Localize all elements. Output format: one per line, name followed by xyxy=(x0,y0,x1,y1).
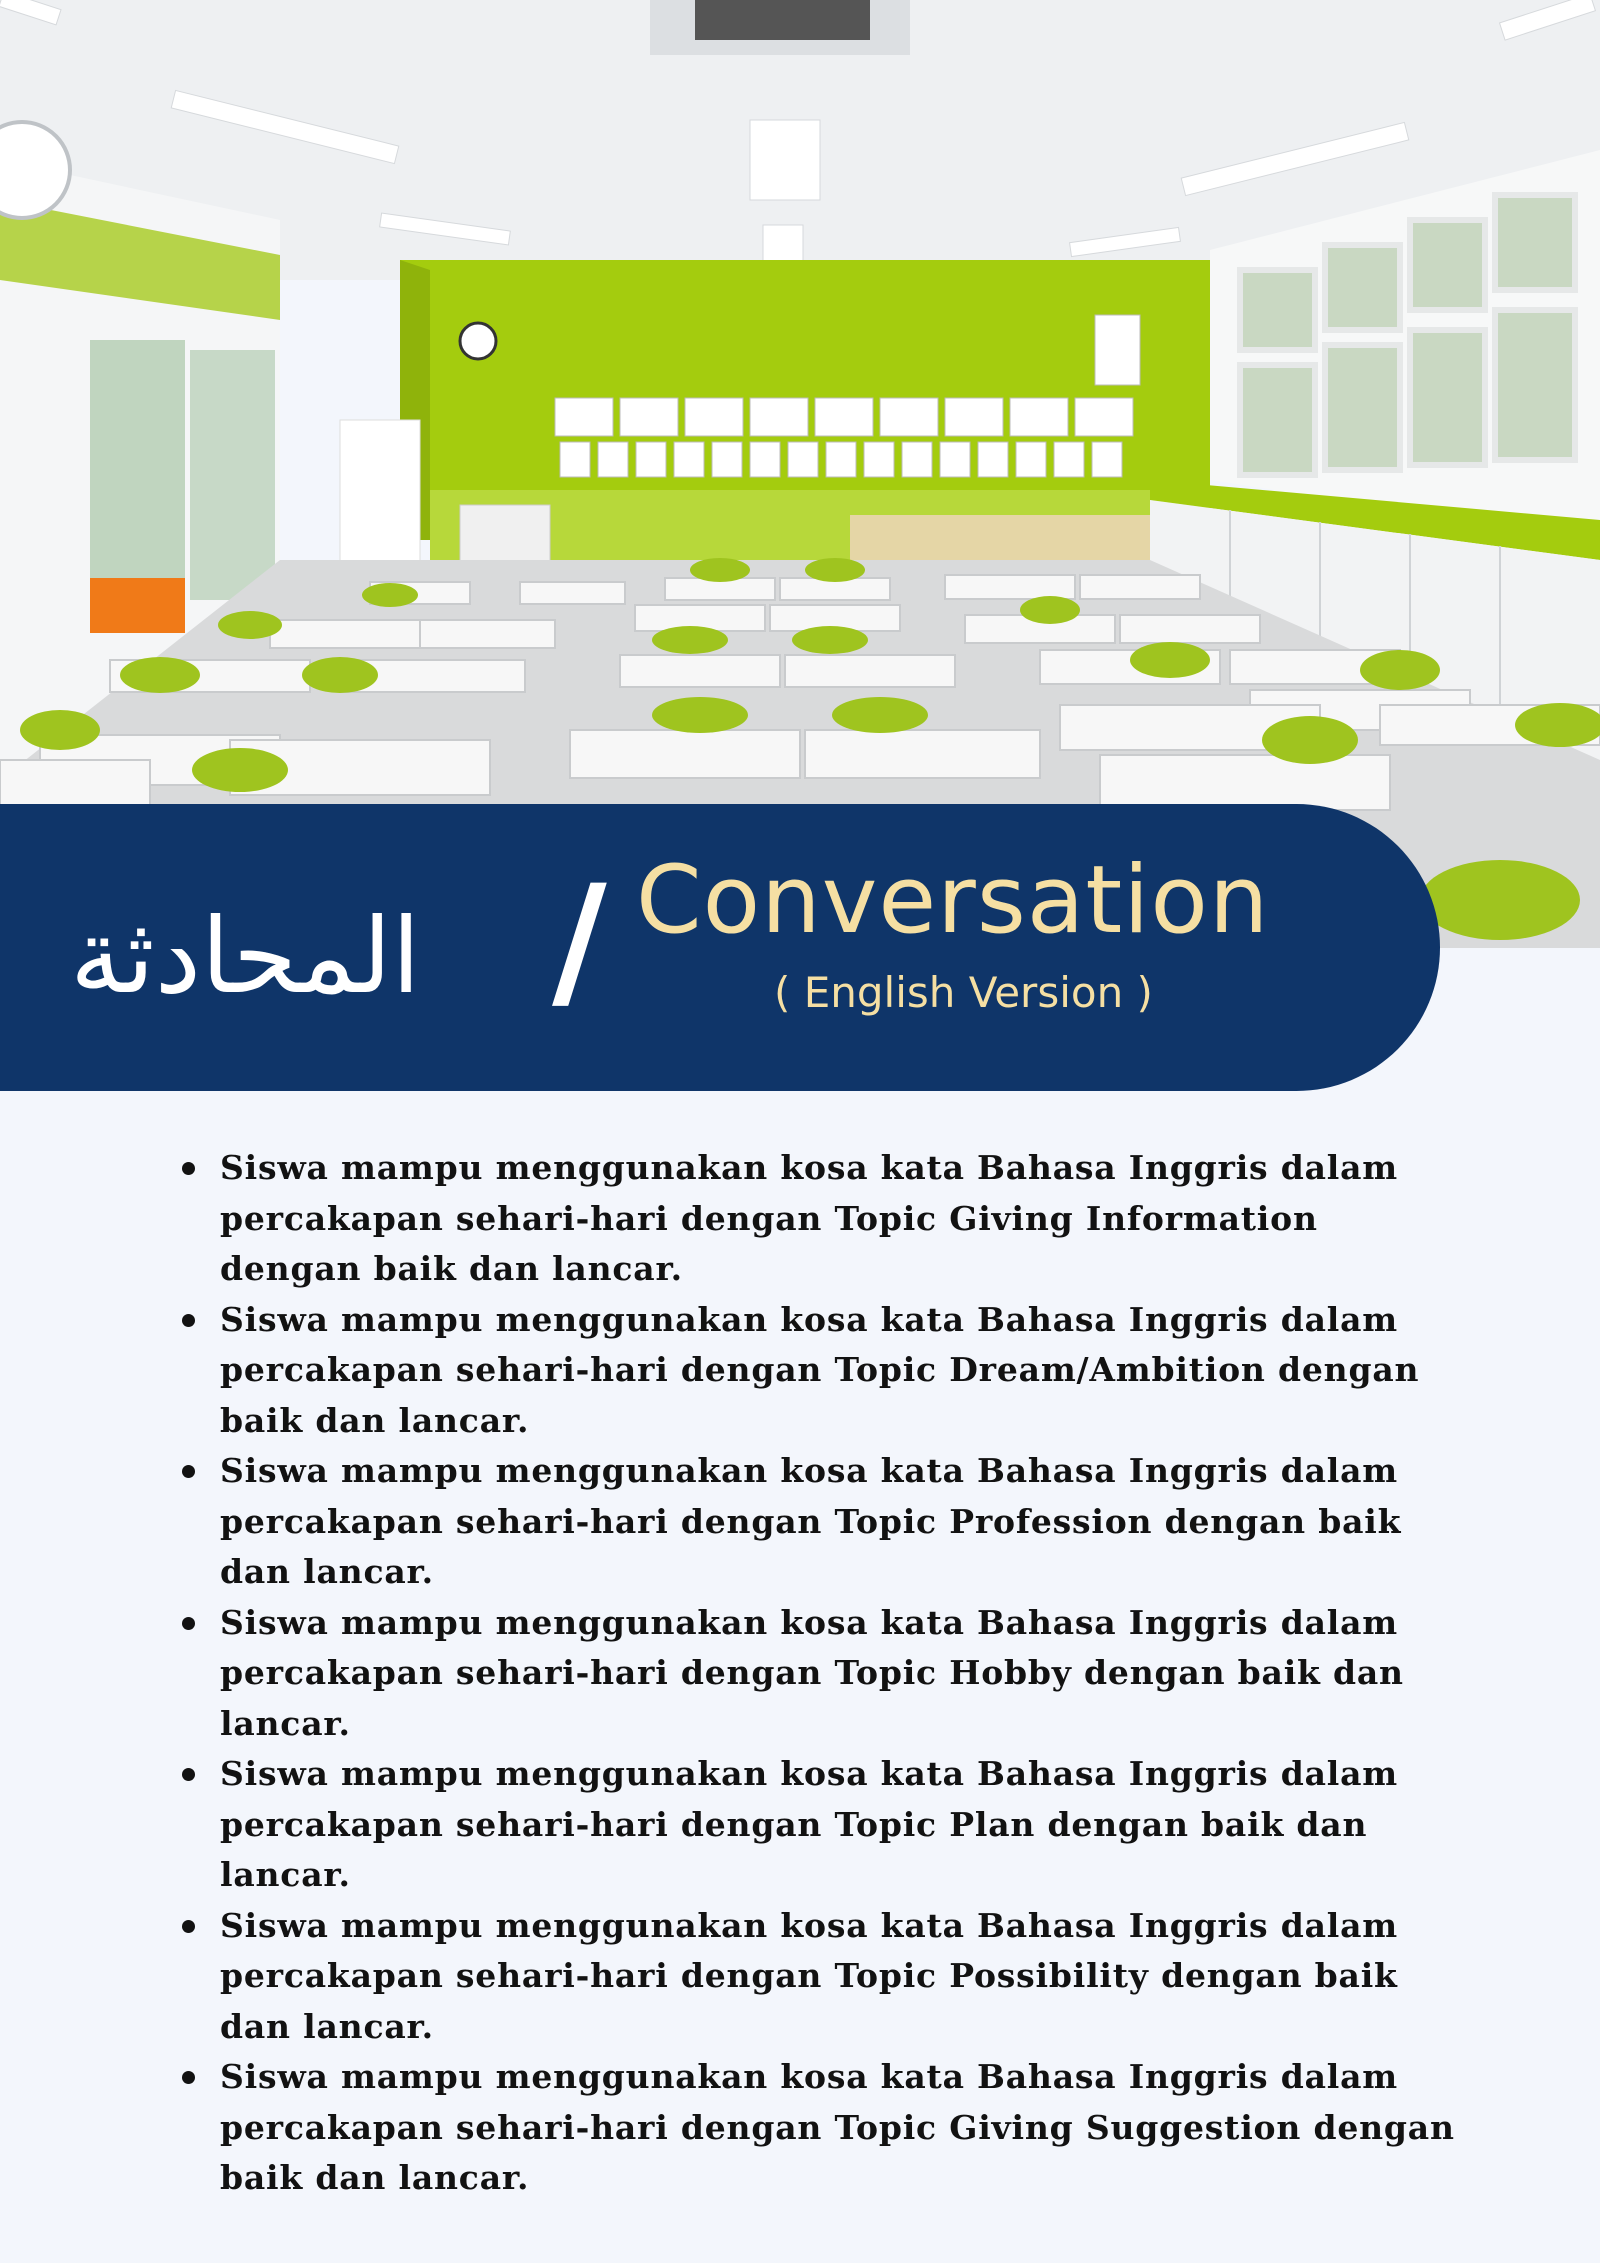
objective-item xyxy=(168,1446,1468,1598)
objective-text: Siswa mampu menggunakan kosa kata Bahasa Inggris dalam percakapan sehari-hari dengan Topic Giving Information dengan baik dan lancar. xyxy=(220,1148,1398,1288)
bullet-icon xyxy=(182,2071,195,2084)
objective-item xyxy=(168,1598,1468,1750)
title-separator: / xyxy=(552,854,607,1028)
bullet-icon xyxy=(182,1314,195,1327)
objective-text: Siswa mampu menggunakan kosa kata Bahasa Inggris dalam percakapan sehari-hari dengan Topic Dream/Ambition dengan baik dan lancar. xyxy=(220,1299,1420,1440)
page-subtitle: ( English Version ) xyxy=(774,968,1153,1017)
objective-item xyxy=(168,2052,1468,2204)
objective-text: Siswa mampu menggunakan kosa kata Bahasa Inggris dalam percakapan sehari-hari dengan Topic Plan dengan baik dan lancar. xyxy=(220,1754,1398,1894)
objective-text: Siswa mampu menggunakan kosa kata Bahasa Inggris dalam percakapan sehari-hari dengan Topic Giving Suggestion dengan baik dan lancar. xyxy=(220,2057,1455,2197)
objective-item xyxy=(168,1143,1468,1295)
bullet-icon xyxy=(182,1465,195,1478)
bullet-icon xyxy=(182,1768,195,1781)
bullet-icon xyxy=(182,1920,195,1933)
objective-text: Siswa mampu menggunakan kosa kata Bahasa Inggris dalam percakapan sehari-hari dengan Topic Hobby dengan baik dan lancar. xyxy=(220,1602,1404,1743)
page-title: Conversation xyxy=(636,846,1270,955)
bullet-icon xyxy=(182,1162,195,1175)
objective-item xyxy=(168,1295,1468,1447)
bullet-icon xyxy=(182,1617,195,1630)
objective-text: Siswa mampu menggunakan kosa kata Bahasa Inggris dalam percakapan sehari-hari dengan Topic Possibility dengan baik dan lancar. xyxy=(220,1905,1398,2046)
title-banner xyxy=(0,804,1440,1091)
objective-text: Siswa mampu menggunakan kosa kata Bahasa Inggris dalam percakapan sehari-hari dengan Topic Profession dengan baik dan lancar. xyxy=(220,1451,1402,1591)
objective-item xyxy=(168,1901,1468,2053)
objectives-list xyxy=(168,1143,1468,2204)
arabic-title: المحادثة xyxy=(70,895,421,1017)
objective-item xyxy=(168,1749,1468,1901)
